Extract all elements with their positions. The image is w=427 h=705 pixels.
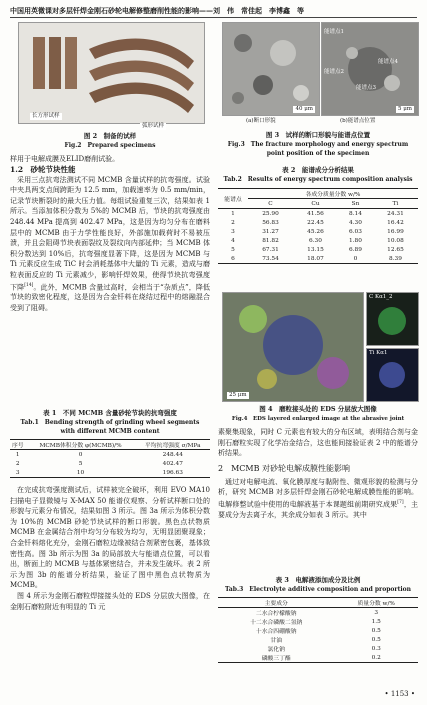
label-long-specimen: 长方形试样	[32, 113, 60, 119]
eds-layered-image	[223, 293, 363, 401]
running-head: 中国用英微课对多层钎焊金刚石砂轮电解修整磨削性能的影响——刘 伟 常佳起 李博鑫 等	[10, 6, 304, 15]
table-cell: 196.63	[136, 468, 210, 478]
table-1-header: 序号	[10, 440, 26, 450]
spectrum-point-label: 能谱点3	[356, 85, 376, 91]
figure-4-carbon-map	[366, 292, 419, 346]
table-row	[218, 236, 418, 245]
table-cell: 1.80	[349, 237, 362, 244]
table-row	[218, 227, 418, 236]
table-3-caption-en: Tab.3 Electrolyte additive composition and proportion	[225, 586, 411, 593]
table-cell: 磷酸三丁酯	[218, 653, 334, 663]
table-row	[218, 617, 418, 626]
table-1-caption-en-2: with different MCMB content	[60, 428, 160, 435]
figure-3-caption-en-1: Fig.3 The fracture morphology and energy spectrum	[227, 141, 409, 148]
table-cell: 氯化钠	[267, 647, 285, 653]
rect-specimen-2	[49, 37, 61, 89]
table-cell: 6.89	[349, 246, 362, 253]
table-cell: 十水合四硼酸钠	[255, 629, 297, 635]
table-row	[10, 450, 210, 460]
table-2	[218, 188, 418, 264]
table-cell: 22.45	[307, 219, 324, 226]
table-cell: 24.31	[387, 210, 404, 217]
fracture-texture	[223, 23, 319, 115]
rect-specimen-1	[33, 37, 45, 89]
table-2-header: Ti	[373, 199, 418, 209]
table-cell: 二水合柠檬酸钠	[255, 611, 297, 617]
table-cell: 73.54	[248, 254, 293, 264]
table-cell: 0.5	[371, 627, 381, 634]
scale-bar-fig4: 25 μm	[229, 392, 247, 398]
citation-7: [7]	[397, 499, 404, 505]
specimens-illustration	[19, 23, 204, 123]
table-2-caption-en: Tab.2 Results of energy spectrum composition analysis	[223, 176, 413, 183]
table-cell: 0.3	[371, 645, 381, 652]
table-2-header: C	[248, 199, 293, 209]
paragraph-specimen-use: 样用于电解成膜及ELID磨削试验。	[10, 155, 120, 163]
table-cell: 3	[374, 609, 379, 616]
table-cell: 0	[338, 254, 373, 264]
table-1-caption-cn: 表 1 不同 MCMB 含量砂轮节块的抗弯强度	[43, 409, 177, 417]
table-cell: 5	[231, 246, 235, 253]
scale-bar-b: 5 μm	[397, 106, 412, 112]
table-row	[10, 468, 210, 478]
label-arc-specimen: 弧形试样	[142, 123, 165, 129]
figure-3b-sem	[321, 22, 419, 116]
figure-3b-label: (b)能谱点位置	[340, 118, 376, 124]
table-cell: 4.30	[349, 219, 362, 226]
table-2-header: Sn	[338, 199, 373, 209]
table-3-caption-cn: 表 3 电解液添加成分及比例	[275, 576, 361, 584]
table-2-stub-header: 能谱点	[218, 189, 248, 209]
table-cell: 8.39	[373, 254, 418, 264]
left-text-bottom	[10, 485, 210, 612]
figure-4-caption-en: Fig.4 EDS layered enlarged image at the abrasive joint	[231, 416, 405, 422]
rect-specimen-3	[65, 37, 77, 89]
table-cell: 5	[78, 460, 83, 467]
figure-4-caption-cn: 图 4 磨粒接头处的 EDS 分层放大图像	[259, 405, 377, 413]
table-row	[218, 653, 418, 663]
figure-3-caption-en-2: point position of the specimen	[266, 150, 370, 157]
table-cell: 十二水合磷酸二氢钠	[250, 620, 303, 626]
table-cell: 0.5	[371, 636, 381, 643]
table-3-header: 质量分数 w/%	[334, 598, 418, 608]
page-number: • 1153 •	[384, 690, 415, 698]
table-cell: 56.83	[262, 219, 279, 226]
table-cell: 25.90	[262, 210, 279, 217]
paragraph-eds-intro: 图 4 所示为金刚石磨粒焊接接头处的 EDS 分层放大图像，在金刚石磨粒附近有明显的 Ti 元	[10, 591, 210, 611]
table-cell: 402.47	[162, 460, 183, 467]
table-cell: 248.44	[162, 451, 183, 458]
table-3-header: 主要成分	[218, 598, 334, 608]
label-carbon-map: C Kα1_2	[369, 294, 393, 300]
spectrum-point-label: 能谱点2	[324, 69, 344, 75]
left-text-top	[10, 154, 210, 314]
table-2-group-header: 各成分质量分数 w/%	[248, 189, 418, 199]
arc-specimen-3	[89, 83, 194, 113]
section-2-heading: 2 MCMB 对砂轮电解成膜性能影响	[218, 463, 351, 473]
figure-3-caption-cn: 图 3 试样的断口形貌与能谱点位置	[265, 131, 371, 139]
table-cell: 13.15	[307, 246, 324, 253]
figure-2-caption-cn: 图 2 制备的试样	[83, 132, 137, 140]
table-1-header: 平均抗弯强度 σ/MPa	[136, 440, 210, 450]
table-row	[218, 644, 418, 653]
table-cell: 31.27	[262, 228, 279, 235]
spectrum-point-label: 能谱点1	[324, 29, 344, 35]
figure-4-titanium-map	[366, 348, 419, 402]
table-cell: 6.30	[309, 237, 322, 244]
spectrum-point-label: 能谱点4	[378, 59, 398, 65]
citation-14: [14]	[24, 282, 34, 288]
table-1	[10, 439, 210, 478]
table-cell: 67.31	[262, 246, 279, 253]
table-cell: 1.5	[371, 618, 381, 625]
figure-3a-sem	[222, 22, 320, 116]
table-cell: 81.82	[262, 237, 279, 244]
table-cell: 18.07	[293, 254, 338, 264]
table-row	[218, 218, 418, 227]
paragraph-fracture-analysis: 在完成抗弯强度测试后，试样被完全破坏，利用 EVO MA10 扫描电子显微镜与 X-MAX 50 能谱仪观察、分析试样断口处的形貌与元素分布情况，结果如图 3 所示。图 3a 所示为体积分数为 10%的 MCMB 砂轮节块试样的断口形貌。黑色点状物质 MCMB 在金属结合剂中均匀分布较为均匀，无明显团聚现象；合金钎料熔化充分，金刚石磨粒边缘被结合剂紧密包裹，基体致密性高。图 3b 所示为图 3a 的局部放大与能谱点位置，可以看出，断面上的 MCMB 与基体紧密结合，并未发生破坏。表 2 所示为图 3b 的能谱分析结果，验证了图中黑色点状物质为 MCMB。	[10, 486, 210, 590]
table-cell: 1	[231, 210, 235, 217]
table-cell: 3	[231, 228, 235, 235]
header-rule	[10, 17, 417, 18]
table-1-caption-en-1: Tab.1 Bending strength of grinding wheel segments	[20, 419, 200, 426]
figure-2-photo	[18, 22, 205, 124]
table-cell: 10.08	[387, 237, 404, 244]
table-cell: 16.99	[387, 228, 404, 235]
table-cell: 2	[231, 219, 235, 226]
table-cell: 甘油	[270, 638, 282, 644]
table-cell: 0.2	[334, 653, 418, 663]
scale-bar-a: 40 μm	[295, 106, 313, 112]
table-3	[218, 597, 418, 663]
table-cell: 0	[78, 451, 83, 458]
section-1-2-heading: 1.2 砂轮节块性能	[10, 164, 76, 174]
label-titanium-map: Ti Kα1	[369, 350, 388, 356]
table-cell: 1	[15, 451, 20, 458]
table-cell: 4	[231, 237, 235, 244]
figure-3a-label: (a)断口形貌	[246, 118, 276, 124]
figure-4-eds-main	[222, 292, 364, 402]
table-cell: 6.03	[349, 228, 362, 235]
table-row	[218, 635, 418, 644]
right-text-bottom	[218, 427, 418, 520]
table-cell: 3	[10, 468, 26, 478]
table-cell: 6	[218, 254, 248, 264]
table-row	[218, 626, 418, 635]
table-cell: 10	[26, 468, 136, 478]
paragraph-electrolysis-intro: 通过对电解电流、氧化膜厚度与黏附性、微观形貌的检测与分析，研究 MCMB 对多层钎焊金刚石砂轮电解成膜性能的影响。电解修整试验中使用的电解液基于本课题组前期研究成果[7]，主要成分为去离子水，其余成分如表 3 所示。其中	[218, 477, 419, 519]
table-cell: 12.65	[387, 246, 404, 253]
paragraph-eds-result: 素聚集现象，同时 C 元素也有较大的分布区域，表明结合剂与金刚石磨粒实现了化学冶金结合，这也能间接验证表 2 中的能谱分析结果。	[218, 428, 418, 458]
table-row	[218, 254, 418, 264]
table-1-header: MCMB体积分数 φ(MCMB)/%	[26, 440, 136, 450]
table-row	[218, 209, 418, 219]
table-row	[218, 608, 418, 618]
table-cell: 41.56	[307, 210, 324, 217]
table-2-header: Cu	[293, 199, 338, 209]
table-cell: 16.42	[387, 219, 404, 226]
table-row	[218, 245, 418, 254]
figure-2-caption-en: Fig.2 Prepared specimens	[64, 142, 156, 149]
table-cell: 2	[15, 460, 20, 467]
table-cell: 45.26	[307, 228, 324, 235]
table-2-caption-cn: 表 2 能谱成分分析结果	[282, 166, 354, 174]
table-row	[10, 459, 210, 468]
paragraph-bending-test: 采用三点抗弯法测试不同 MCMB 含量试样的抗弯强度。试验中夹具两支点间跨距为 12.5 mm，加载速率为 0.5 mm/min，记录节块断裂时的最大压力值。每组试验重复三次，结果如表 1 所示。当添加体积分数为 5%的 MCMB 后，节块的抗弯强度由 248.44 MPa 提高到 402.47 MPa，这是因为均匀分布在磨料层中的 MCMB 由于力学性能良好，外部施加载荷时不易被压溃，并且会阻碍节块表面裂纹及裂纹向内部延伸；当 MCMB 体积分数达到 10%后，抗弯强度显著下降，这是因为 MCMB 与 Ti 元素反应生成 TiC 时会消耗基体中大量的 Ti 元素，造成与磨粒表面反应的 Ti 元素减少，影响钎焊效果，使得节块抗弯强度下降[14]。此外，MCMB 含量过高时，会相当于“杂质点”，降低节块的致密化程度，这是因为合金钎料在烧结过程中的熔融混合受到了阻碍。	[10, 175, 210, 313]
table-cell: 8.14	[349, 210, 362, 217]
